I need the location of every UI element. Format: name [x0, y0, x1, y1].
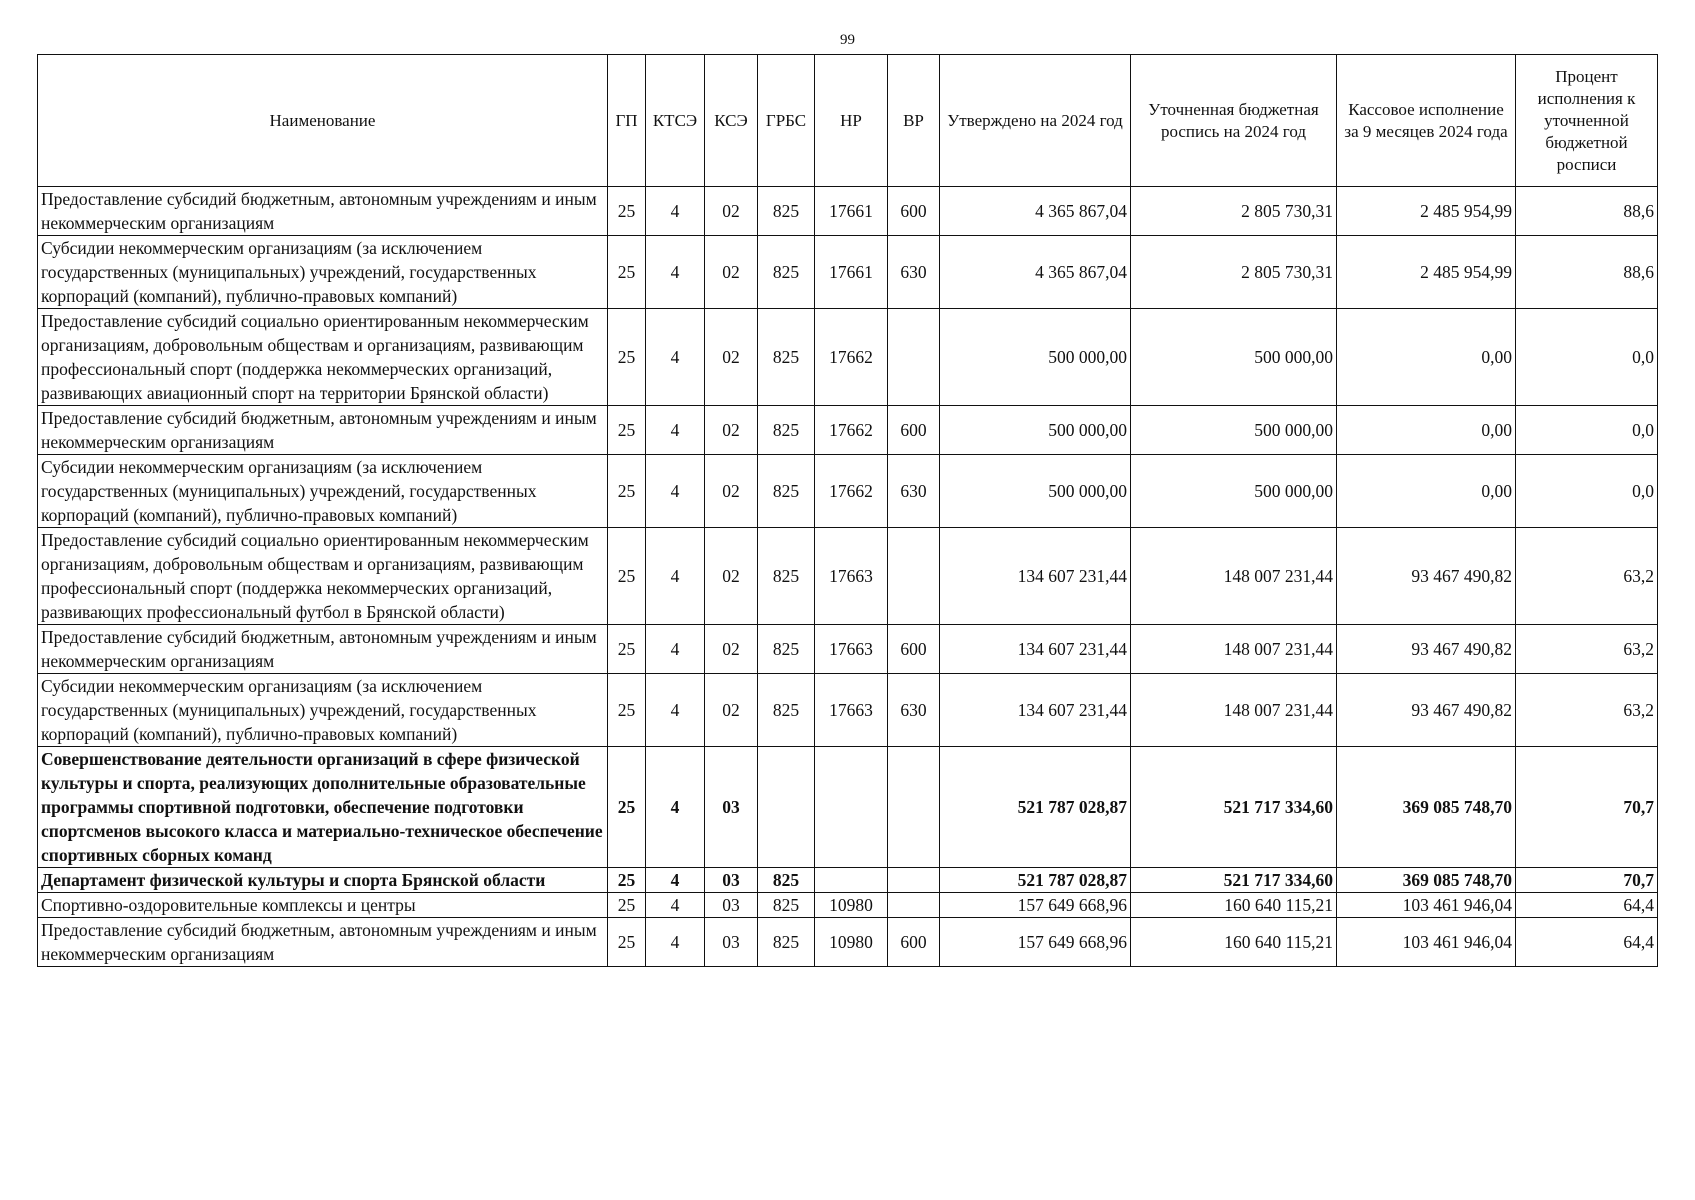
cell-percent: 63,2 — [1516, 528, 1658, 625]
cell-name: Спортивно-оздоровительные комплексы и центры — [38, 893, 608, 918]
cell-approved: 134 607 231,44 — [940, 528, 1131, 625]
table-row — [38, 236, 1658, 309]
cell-ktse: 4 — [646, 406, 705, 455]
cell-name: Предоставление субсидий бюджетным, автономным учреждениям и иным некоммерческим организациям — [38, 406, 608, 455]
page-number: 99 — [840, 32, 855, 48]
cell-refined: 500 000,00 — [1131, 406, 1337, 455]
cell-grbs: 825 — [758, 406, 815, 455]
cell-approved: 521 787 028,87 — [940, 747, 1131, 868]
cell-nr: 17661 — [815, 236, 888, 309]
cell-name: Совершенствование деятельности организаций в сфере физической культуры и спорта, реализующих дополнительные образовательные программы спортивной подготовки, обеспечение подготовки спортсменов высокого класса и материально-техническое обеспечение спортивных сборных команд — [38, 747, 608, 868]
cell-name: Предоставление субсидий бюджетным, автономным учреждениям и иным некоммерческим организациям — [38, 918, 608, 967]
cell-vr: 630 — [888, 674, 940, 747]
cell-name: Предоставление субсидий социально ориентированным некоммерческим организациям, добровольным обществам и организациям, развивающим профессиональный спорт (поддержка некоммерческих организаций, развивающих профессиональный футбол в Брянской области) — [38, 528, 608, 625]
cell-refined: 2 805 730,31 — [1131, 236, 1337, 309]
cell-gp: 25 — [608, 309, 646, 406]
cell-refined: 160 640 115,21 — [1131, 918, 1337, 967]
cell-percent: 64,4 — [1516, 893, 1658, 918]
cell-grbs: 825 — [758, 868, 815, 893]
cell-cash: 2 485 954,99 — [1337, 236, 1516, 309]
cell-refined: 148 007 231,44 — [1131, 674, 1337, 747]
cell-approved: 4 365 867,04 — [940, 236, 1131, 309]
cell-gp: 25 — [608, 406, 646, 455]
cell-name: Предоставление субсидий бюджетным, автономным учреждениям и иным некоммерческим организациям — [38, 625, 608, 674]
cell-percent: 63,2 — [1516, 625, 1658, 674]
cell-vr — [888, 747, 940, 868]
cell-kse: 02 — [705, 674, 758, 747]
budget-table — [37, 54, 1658, 967]
cell-percent: 0,0 — [1516, 406, 1658, 455]
cell-grbs: 825 — [758, 187, 815, 236]
table-row — [38, 406, 1658, 455]
cell-ktse: 4 — [646, 918, 705, 967]
cell-cash: 93 467 490,82 — [1337, 674, 1516, 747]
header-cash: Кассовое исполнение за 9 месяцев 2024 года — [1337, 55, 1516, 187]
cell-nr: 17662 — [815, 309, 888, 406]
cell-grbs: 825 — [758, 918, 815, 967]
cell-approved: 4 365 867,04 — [940, 187, 1131, 236]
cell-gp: 25 — [608, 868, 646, 893]
header-name: Наименование — [38, 55, 608, 187]
header-approved: Утверждено на 2024 год — [940, 55, 1131, 187]
cell-nr — [815, 868, 888, 893]
cell-cash: 103 461 946,04 — [1337, 918, 1516, 967]
cell-ktse: 4 — [646, 674, 705, 747]
cell-name: Субсидии некоммерческим организациям (за исключением государственных (муниципальных) учреждений, государственных корпораций (компаний), публично-правовых компаний) — [38, 455, 608, 528]
cell-refined: 521 717 334,60 — [1131, 747, 1337, 868]
cell-percent: 0,0 — [1516, 309, 1658, 406]
cell-vr: 600 — [888, 625, 940, 674]
table-body — [38, 187, 1658, 967]
table-row — [38, 893, 1658, 918]
cell-kse: 03 — [705, 868, 758, 893]
cell-name: Предоставление субсидий бюджетным, автономным учреждениям и иным некоммерческим организациям — [38, 187, 608, 236]
cell-gp: 25 — [608, 455, 646, 528]
cell-nr — [815, 747, 888, 868]
header-gp: ГП — [608, 55, 646, 187]
cell-ktse: 4 — [646, 747, 705, 868]
cell-cash: 93 467 490,82 — [1337, 528, 1516, 625]
cell-kse: 02 — [705, 455, 758, 528]
cell-gp: 25 — [608, 918, 646, 967]
cell-ktse: 4 — [646, 309, 705, 406]
cell-refined: 500 000,00 — [1131, 455, 1337, 528]
cell-cash: 369 085 748,70 — [1337, 868, 1516, 893]
cell-ktse: 4 — [646, 528, 705, 625]
cell-kse: 03 — [705, 918, 758, 967]
cell-ktse: 4 — [646, 893, 705, 918]
cell-grbs: 825 — [758, 893, 815, 918]
cell-nr: 10980 — [815, 893, 888, 918]
cell-refined: 160 640 115,21 — [1131, 893, 1337, 918]
cell-approved: 134 607 231,44 — [940, 625, 1131, 674]
cell-kse: 02 — [705, 406, 758, 455]
cell-percent: 88,6 — [1516, 187, 1658, 236]
cell-vr: 600 — [888, 187, 940, 236]
table-row — [38, 187, 1658, 236]
cell-approved: 157 649 668,96 — [940, 918, 1131, 967]
cell-cash: 93 467 490,82 — [1337, 625, 1516, 674]
header-nr: НР — [815, 55, 888, 187]
cell-gp: 25 — [608, 236, 646, 309]
cell-kse: 02 — [705, 236, 758, 309]
header-grbs: ГРБС — [758, 55, 815, 187]
cell-percent: 70,7 — [1516, 747, 1658, 868]
cell-gp: 25 — [608, 747, 646, 868]
cell-kse: 02 — [705, 625, 758, 674]
table-row — [38, 528, 1658, 625]
cell-name: Предоставление субсидий социально ориентированным некоммерческим организациям, добровольным обществам и организациям, развивающим профессиональный спорт (поддержка некоммерческих организаций, развивающих авиационный спорт на территории Брянской области) — [38, 309, 608, 406]
cell-approved: 134 607 231,44 — [940, 674, 1131, 747]
table-row — [38, 918, 1658, 967]
header-ktse: КТСЭ — [646, 55, 705, 187]
cell-vr: 600 — [888, 918, 940, 967]
cell-cash: 103 461 946,04 — [1337, 893, 1516, 918]
cell-grbs: 825 — [758, 236, 815, 309]
cell-percent: 70,7 — [1516, 868, 1658, 893]
cell-gp: 25 — [608, 528, 646, 625]
cell-gp: 25 — [608, 625, 646, 674]
cell-cash: 0,00 — [1337, 309, 1516, 406]
cell-name: Департамент физической культуры и спорта Брянской области — [38, 868, 608, 893]
cell-ktse: 4 — [646, 236, 705, 309]
cell-ktse: 4 — [646, 187, 705, 236]
cell-name: Субсидии некоммерческим организациям (за исключением государственных (муниципальных) учреждений, государственных корпораций (компаний), публично-правовых компаний) — [38, 674, 608, 747]
cell-percent: 63,2 — [1516, 674, 1658, 747]
table-row — [38, 625, 1658, 674]
cell-grbs: 825 — [758, 455, 815, 528]
cell-cash: 2 485 954,99 — [1337, 187, 1516, 236]
table-row — [38, 455, 1658, 528]
cell-vr — [888, 868, 940, 893]
cell-percent: 64,4 — [1516, 918, 1658, 967]
cell-ktse: 4 — [646, 868, 705, 893]
table-row — [38, 747, 1658, 868]
cell-vr — [888, 528, 940, 625]
cell-nr: 17662 — [815, 455, 888, 528]
header-vr: ВР — [888, 55, 940, 187]
header-row — [38, 55, 1658, 187]
cell-refined: 500 000,00 — [1131, 309, 1337, 406]
cell-cash: 0,00 — [1337, 455, 1516, 528]
cell-nr: 17663 — [815, 674, 888, 747]
cell-refined: 148 007 231,44 — [1131, 625, 1337, 674]
cell-refined: 2 805 730,31 — [1131, 187, 1337, 236]
cell-grbs — [758, 747, 815, 868]
cell-approved: 157 649 668,96 — [940, 893, 1131, 918]
cell-kse: 02 — [705, 187, 758, 236]
cell-approved: 521 787 028,87 — [940, 868, 1131, 893]
cell-nr: 10980 — [815, 918, 888, 967]
cell-nr: 17663 — [815, 625, 888, 674]
cell-nr: 17662 — [815, 406, 888, 455]
cell-nr: 17661 — [815, 187, 888, 236]
cell-approved: 500 000,00 — [940, 309, 1131, 406]
cell-vr — [888, 309, 940, 406]
cell-refined: 148 007 231,44 — [1131, 528, 1337, 625]
cell-grbs: 825 — [758, 625, 815, 674]
cell-cash: 0,00 — [1337, 406, 1516, 455]
cell-vr — [888, 893, 940, 918]
cell-gp: 25 — [608, 893, 646, 918]
header-refined: Уточненная бюджетная роспись на 2024 год — [1131, 55, 1337, 187]
cell-vr: 630 — [888, 455, 940, 528]
cell-grbs: 825 — [758, 528, 815, 625]
cell-kse: 03 — [705, 893, 758, 918]
cell-kse: 02 — [705, 309, 758, 406]
cell-nr: 17663 — [815, 528, 888, 625]
cell-ktse: 4 — [646, 455, 705, 528]
cell-vr: 630 — [888, 236, 940, 309]
cell-ktse: 4 — [646, 625, 705, 674]
cell-kse: 03 — [705, 747, 758, 868]
cell-kse: 02 — [705, 528, 758, 625]
cell-grbs: 825 — [758, 674, 815, 747]
cell-approved: 500 000,00 — [940, 455, 1131, 528]
cell-gp: 25 — [608, 674, 646, 747]
cell-vr: 600 — [888, 406, 940, 455]
cell-refined: 521 717 334,60 — [1131, 868, 1337, 893]
table-row — [38, 868, 1658, 893]
cell-gp: 25 — [608, 187, 646, 236]
cell-cash: 369 085 748,70 — [1337, 747, 1516, 868]
cell-percent: 88,6 — [1516, 236, 1658, 309]
header-percent: Процент исполнения к уточненной бюджетной росписи — [1516, 55, 1658, 187]
table-row — [38, 309, 1658, 406]
cell-approved: 500 000,00 — [940, 406, 1131, 455]
table-row — [38, 674, 1658, 747]
cell-grbs: 825 — [758, 309, 815, 406]
header-kse: КСЭ — [705, 55, 758, 187]
cell-percent: 0,0 — [1516, 455, 1658, 528]
cell-name: Субсидии некоммерческим организациям (за исключением государственных (муниципальных) учреждений, государственных корпораций (компаний), публично-правовых компаний) — [38, 236, 608, 309]
